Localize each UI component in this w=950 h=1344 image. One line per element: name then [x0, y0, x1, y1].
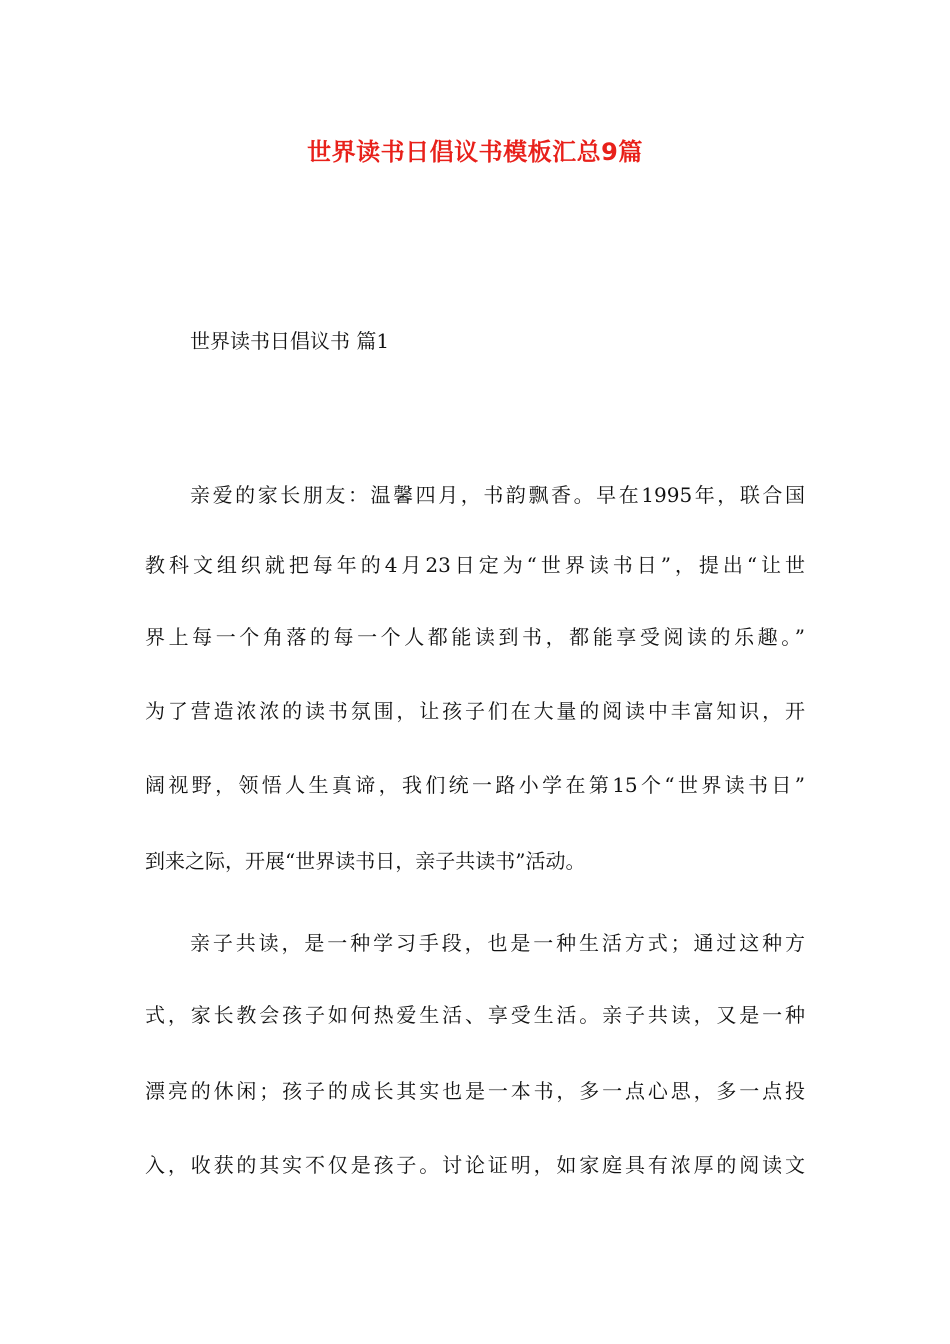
paragraph-1-line: 为了营造浓浓的读书氛围，让孩子们在大量的阅读中丰富知识，开	[145, 699, 805, 723]
paragraph-1-line: 亲爱的家长朋友：温馨四月，书韵飘香。早在1995年，联合国	[190, 483, 805, 507]
paragraph-2-line: 入，收获的其实不仅是孩子。讨论证明，如家庭具有浓厚的阅读文	[145, 1153, 805, 1177]
paragraph-2-line: 漂亮的休闲；孩子的成长其实也是一本书，多一点心思，多一点投	[145, 1079, 805, 1103]
section-heading: 世界读书日倡议书 篇1	[190, 329, 390, 353]
paragraph-1-line: 到来之际，开展“世界读书日，亲子共读书”活动。	[145, 849, 586, 873]
paragraph-2-line: 式，家长教会孩子如何热爱生活、享受生活。亲子共读，又是一种	[145, 1003, 805, 1027]
document-title: 世界读书日倡议书模板汇总9篇	[307, 138, 643, 166]
paragraph-1-line: 阔视野，领悟人生真谛，我们统一路小学在第15个“世界读书日”	[145, 773, 805, 797]
paragraph-1-line: 界上每一个角落的每一个人都能读到书，都能享受阅读的乐趣。”	[145, 625, 805, 649]
paragraph-1-line: 教科文组织就把每年的4月23日定为“世界读书日”，提出“让世	[145, 553, 805, 577]
paragraph-2-line: 亲子共读，是一种学习手段，也是一种生活方式；通过这种方	[190, 931, 805, 955]
